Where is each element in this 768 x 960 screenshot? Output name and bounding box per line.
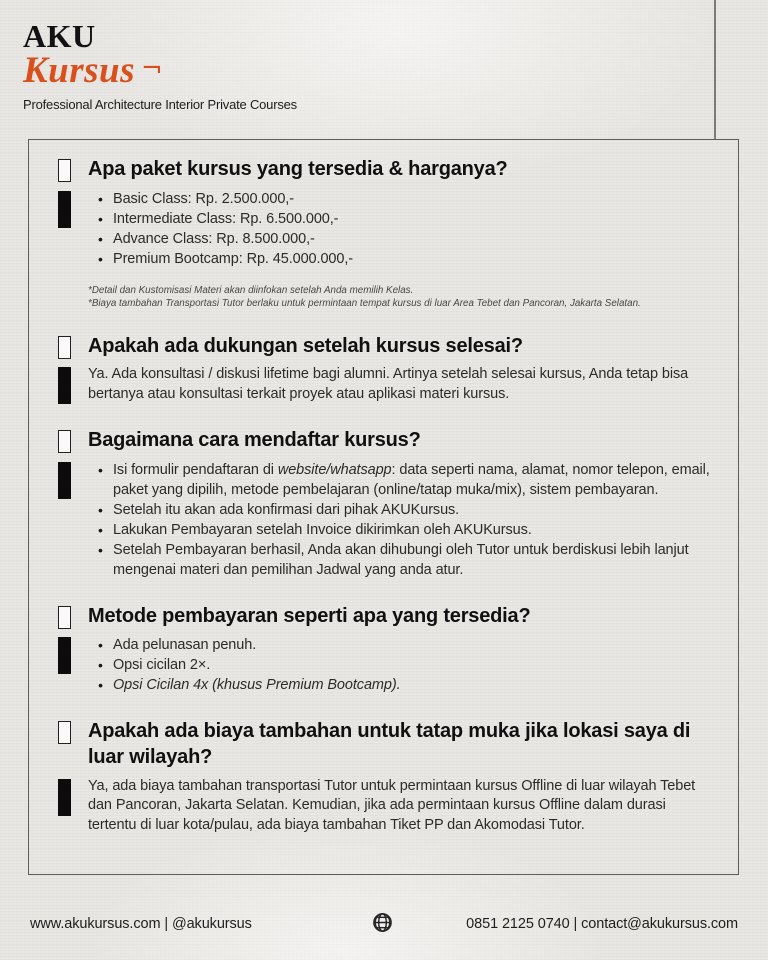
list-item: • Ada pelunasan penuh. [88,635,710,655]
logo-aku: AKU [23,18,96,54]
list-item: • Lakukan Pembayaran setelah Invoice dikirimkan oleh AKUKursus. [88,520,710,540]
globe-icon [371,911,394,934]
faq-question: Apa paket kursus yang tersedia & harganya? [88,158,508,180]
question-marker-outline [58,336,71,359]
faq-item-extra-cost [58,719,710,835]
answer-marker-bar [58,367,71,404]
question-marker-outline [58,721,71,744]
price-list [88,189,710,269]
list-item: • Advance Class: Rp. 8.500.000,- [88,229,710,249]
step-text: : data seperti nama, alamat, nomor telepon, email, paket yang dipilih, metode pembelajaran (online/tatap muka/mix), sistem pembayaran. [113,461,710,498]
answer-marker-bar [58,462,71,499]
faq-question: Apakah ada biaya tambahan untuk tatap muka jika lokasi saya di luar wilayah? [88,720,691,768]
logo-kursus [23,50,297,91]
faq-item-payment [58,604,710,696]
faq-item-support [58,334,710,405]
footnotes [88,284,710,310]
list-item: • Opsi Cicilan 4x (khusus Premium Bootcamp). [88,675,710,695]
logo-corner-mark: ¬ [141,54,164,84]
step-text-italic: website/whatsapp [277,461,392,478]
answer-marker-bar [58,191,71,228]
logo-kursus-text: Kursus [23,50,136,91]
registration-steps [88,460,710,580]
question-marker-outline [58,159,71,182]
footnote: *Detail dan Kustomisasi Materi akan diinfokan setelah Anda memilih Kelas. [88,284,414,296]
faq-question: Bagaimana cara mendaftar kursus? [88,429,421,452]
footer-contact: 0851 2125 0740 | contact@akukursus.com [466,916,738,932]
faq-question: Apakah ada dukungan setelah kursus selesai? [88,334,523,357]
list-item [88,460,710,500]
list-item: • Opsi cicilan 2×. [88,655,710,675]
faq-answer: Ya. Ada konsultasi / diskusi lifetime bagi alumni. Artinya setelah selesai kursus, Anda tetap bisa bertanya atau konsultasi terkait proyek atau aplikasi materi kursus. [88,366,689,402]
list-item: • Setelah itu akan ada konfirmasi dari pihak AKUKursus. [88,500,710,520]
answer-marker-bar [58,637,71,674]
faq-answer: Ya, ada biaya tambahan transportasi Tutor untuk permintaan kursus Offline di luar wilayah Tebet dan Pancoran, Jakarta Selatan. Kemudian, jika ada permintaan kursus Offline dalam durasi tertentu di luar kota/pulau, ada biaya tambahan Tiket PP dan Akomodasi Tutor. [88,777,696,833]
footer-website: www.akukursus.com | @akukursus [30,916,252,932]
faq-box [28,139,739,875]
list-item: • Basic Class: Rp. 2.500.000,- [88,189,710,209]
header [23,20,297,112]
answer-marker-bar [58,779,71,816]
tagline: Professional Architecture Interior Private Courses [23,97,297,113]
decorative-vertical-line [714,0,716,140]
list-item: • Setelah Pembayaran berhasil, Anda akan dihubungi oleh Tutor untuk berdiskusi lebih lanjut mengenai materi dan pemilihan Jadwal yang anda atur. [88,540,710,580]
question-marker-outline [58,430,71,453]
list-item: • Intermediate Class: Rp. 6.500.000,- [88,209,710,229]
faq-item-packages [58,157,710,310]
footnote: *Biaya tambahan Transportasi Tutor berlaku untuk permintaan tempat kursus di luar Area Tebet dan Pancoran, Jakarta Selatan. [88,297,641,309]
faq-question: Metode pembayaran seperti apa yang tersedia? [88,604,531,627]
step-text: Isi formulir pendaftaran di [113,461,278,478]
list-item: • Premium Bootcamp: Rp. 45.000.000,- [88,249,710,269]
payment-options [88,635,710,695]
question-marker-outline [58,606,71,629]
faq-item-registration [58,428,710,580]
